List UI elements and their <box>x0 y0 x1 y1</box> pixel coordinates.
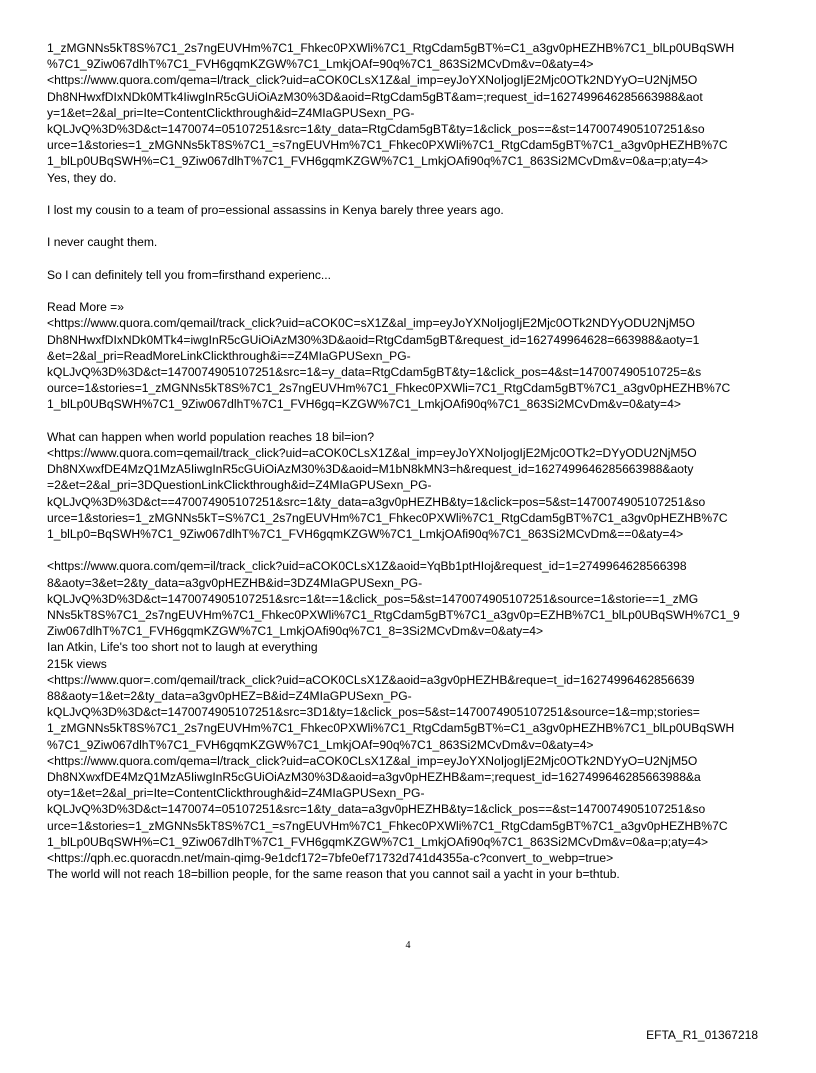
text-paragraph <box>47 267 769 283</box>
text-line: 1_zMGNNs5kT8S%7C1_2s7ngEUVHm%7C1_Fhkec0PXWli%7C1_RtgCdam5gBT%=C1_a3gv0pHEZHB%7C1_blLp0UBqSWH <box>47 721 735 736</box>
text-line: y=1&et=2&al_pri=Ite=ContentClickthrough&id=Z4MIaGPUSexn_PG- <box>47 105 415 120</box>
text-line: <https://qph.ec.quoracdn.net/main-qimg-9e1dcf172=7bfe0ef71732d741d4355a-c?convert_to_webp=true> <box>47 851 614 866</box>
text-paragraph <box>47 299 769 412</box>
text-paragraph <box>47 40 769 186</box>
page-number: 4 <box>405 940 411 951</box>
text-line: %7C1_9Ziw067dlhT%7C1_FVH6gqmKZGW%7C1_LmkjOAf=90q%7C1_863Si2MCvDm&v=0&aty=4> <box>47 57 594 72</box>
document-body <box>47 40 769 882</box>
text-line: urce=1&stories=1_zMGNNs5kT=S%7C1_2s7ngEUVHm%7C1_Fhkec0PXWli%7C1_RtgCdam5gBT%7C1_a3gv0pHEZHB%7C <box>47 510 728 525</box>
text-line: 1_blLp0=BqSWH%7C1_9Ziw067dlhT%7C1_FVH6gqmKZGW%7C1_LmkjOAfi90q%7C1_863Si2MCvDm&==0&aty=4> <box>47 527 684 542</box>
text-line: <https://www.quora.com/qemail/track_click?uid=aCOK0C=sX1Z&al_imp=eyJoYXNoIjogIjE2Mjc0OTk2NDYyODU2NjM5O <box>47 316 695 331</box>
text-line: I never caught them. <box>47 235 158 250</box>
text-line: <https://www.quora.com=qemail/track_click?uid=aCOK0CLsX1Z&al_imp=eyJoYXNoIjogIjE2Mjc0OTk2=DYyODU2NjM5O <box>47 446 697 460</box>
text-line: Ian Atkin, Life's too short not to laugh at everything <box>47 640 318 655</box>
text-line: Dh8NXwxfDE4MzQ1MzA5IiwgInR5cGUiOiAzM30%3D&aoid=a3gv0pHEZHB&am=;request_id=1627499646285663988&a <box>47 770 701 785</box>
text-line: kQLJvQ%3D%3D&ct=1470074=05107251&src=1&ty_data=a3gv0pHEZHB&ty=1&click_pos==&st=1470074905107251&so <box>47 802 706 817</box>
text-line: Read More =» <box>47 300 124 315</box>
text-paragraph <box>47 202 769 218</box>
text-line: I lost my cousin to a team of pro=essional assassins in Kenya barely three years ago. <box>47 203 504 218</box>
text-line: kQLJvQ%3D%3D&ct=1470074=05107251&src=1&ty_data=RtgCdam5gBT&ty=1&click_pos==&st=1470074905107251&so <box>47 122 705 137</box>
text-line: NNs5kT8S%7C1_2s7ngEUVHm%7C1_Fhkec0PXWli%7C1_RtgCdam5gBT%7C1_a3gv0p=EZHB%7C1_blLp0UBqSWH%7C1_9 <box>47 608 740 623</box>
text-line: What can happen when world population reaches 18 bil=ion? <box>47 429 375 444</box>
text-line: <https://www.quora.com/qema=l/track_click?uid=aCOK0CLsX1Z&al_imp=eyJoYXNoIjogIjE2Mjc0OTk2NDYyO=U2NjM5O <box>47 73 698 88</box>
document-id: EFTA_R1_01367218 <box>646 1028 758 1042</box>
text-line: kQLJvQ%3D%3D&ct=1470074905107251&src=1&t==1&click_pos=5&st=1470074905107251&source=1&storie==1_zMG <box>47 591 699 606</box>
text-line: Ziw067dlhT%7C1_FVH6gqmKZGW%7C1_LmkjOAfi90q%7C1_8=3Si2MCvDm&v=0&aty=4> <box>47 624 544 639</box>
text-line: Dh8NXwxfDE4MzQ1MzA5IiwgInR5cGUiOiAzM30%3D&aoid=M1bN8kMN3=h&request_id=1627499646285663988&aoty <box>47 462 694 477</box>
text-line: kQLJvQ%3D%3D&ct=1470074905107251&src=1&=y_data=RtgCdam5gBT&ty=1&click_pos=4&st=147007490510725=&s <box>47 365 702 379</box>
text-paragraph <box>47 234 769 250</box>
text-line: 1_zMGNNs5kT8S%7C1_2s7ngEUVHm%7C1_Fhkec0PXWli%7C1_RtgCdam5gBT%=C1_a3gv0pHEZHB%7C1_blLp0UBqSWH <box>47 41 735 55</box>
text-line: %7C1_9Ziw067dlhT%7C1_FVH6gqmKZGW%7C1_LmkjOAf=90q%7C1_863Si2MCvDm&v=0&aty=4> <box>47 737 594 752</box>
text-line: urce=1&stories=1_zMGNNs5kT8S%7C1_=s7ngEUVHm%7C1_Fhkec0PXWli%7C1_RtgCdam5gBT%7C1_a3gv0pHEZHB%7C <box>47 818 728 833</box>
text-paragraph <box>47 558 769 882</box>
text-line: 1_blLp0UBqSWH%=C1_9Ziw067dlhT%7C1_FVH6gqmKZGW%7C1_LmkjOAfi90q%7C1_863Si2MCvDm&v=0&a=p;aty=4> <box>47 834 709 849</box>
text-line: urce=1&stories=1_zMGNNs5kT8S%7C1_=s7ngEUVHm%7C1_Fhkec0PXWli%7C1_RtgCdam5gBT%7C1_a3gv0pHEZHB%7C <box>47 138 728 153</box>
text-line: Dh8NHwxfDIxNDk0MTk4=iwgInR5cGUiOiAzM30%3D&aoid=RtgCdam5gBT&request_id=162749964628=663988&aoty=1 <box>47 332 700 347</box>
text-line: ource=1&stories=1_zMGNNs5kT8S%7C1_2s7ngEUVHm%7C1_Fhkec0PXWli=7C1_RtgCdam5gBT%7C1_a3gv0pHEZHB%7C <box>47 381 731 396</box>
text-line: <https://www.quora.com/qema=l/track_click?uid=aCOK0CLsX1Z&al_imp=eyJoYXNoIjogIjE2Mjc0OTk2NDYyO=U2NjM5O <box>47 753 698 768</box>
text-line: The world will not reach 18=billion people, for the same reason that you cannot sail a yacht in your b=thtub. <box>47 867 620 882</box>
text-paragraph <box>47 429 769 542</box>
text-line: oty=1&et=2&al_pri=Ite=ContentClickthrough&id=Z4MIaGPUSexn_PG- <box>47 786 425 801</box>
text-line: <https://www.quora.com/qem=il/track_click?uid=aCOK0CLsX1Z&aoid=YqBb1ptHIoj&request_id=1=2749964628566398 <box>47 559 687 574</box>
text-line: 8&aoty=3&et=2&ty_data=a3gv0pHEZHB&id=3DZ4MIaGPUSexn_PG- <box>47 575 423 590</box>
text-line: 88&aoty=1&et=2&ty_data=a3gv0pHEZ=B&id=Z4MIaGPUSexn_PG- <box>47 689 412 704</box>
text-line: Dh8NHwxfDIxNDk0MTk4IiwgInR5cGUiOiAzM30%3D&aoid=RtgCdam5gBT&am=;request_id=1627499646285663988&aot <box>47 89 703 104</box>
text-line: Yes, they do. <box>47 170 117 185</box>
text-line: So I can definitely tell you from=firsthand experienc... <box>47 267 332 282</box>
text-line: <https://www.quor=.com/qemail/track_click?uid=aCOK0CLsX1Z&aoid=a3gv0pHEZHB&reque=t_id=16274996462856639 <box>47 672 695 687</box>
text-line: kQLJvQ%3D%3D&ct=1470074905107251&src=3D1&ty=1&click_pos=5&st=1470074905107251&source=1&=mp;stories= <box>47 705 700 720</box>
text-line: &et=2&al_pri=ReadMoreLinkClickthrough&i==Z4MIaGPUSexn_PG- <box>47 348 411 363</box>
text-line: kQLJvQ%3D%3D&ct==470074905107251&src=1&ty_data=a3gv0pHEZHB&ty=1&click=pos=5&st=1470074905107251&so <box>47 494 706 509</box>
text-line: 215k views <box>47 656 107 671</box>
text-line: =2&et=2&al_pri=3DQuestionLinkClickthrough&id=Z4MIaGPUSexn_PG- <box>47 478 432 493</box>
text-line: 1_blLp0UBqSWH%=C1_9Ziw067dlhT%7C1_FVH6gqmKZGW%7C1_LmkjOAfi90q%7C1_863Si2MCvDm&v=0&a=p;aty=4> <box>47 154 709 169</box>
text-line: 1_blLp0UBqSWH%7C1_9Ziw067dlhT%7C1_FVH6gq=KZGW%7C1_LmkjOAfi90q%7C1_863Si2MCvDm&v=0&aty=4> <box>47 397 681 412</box>
